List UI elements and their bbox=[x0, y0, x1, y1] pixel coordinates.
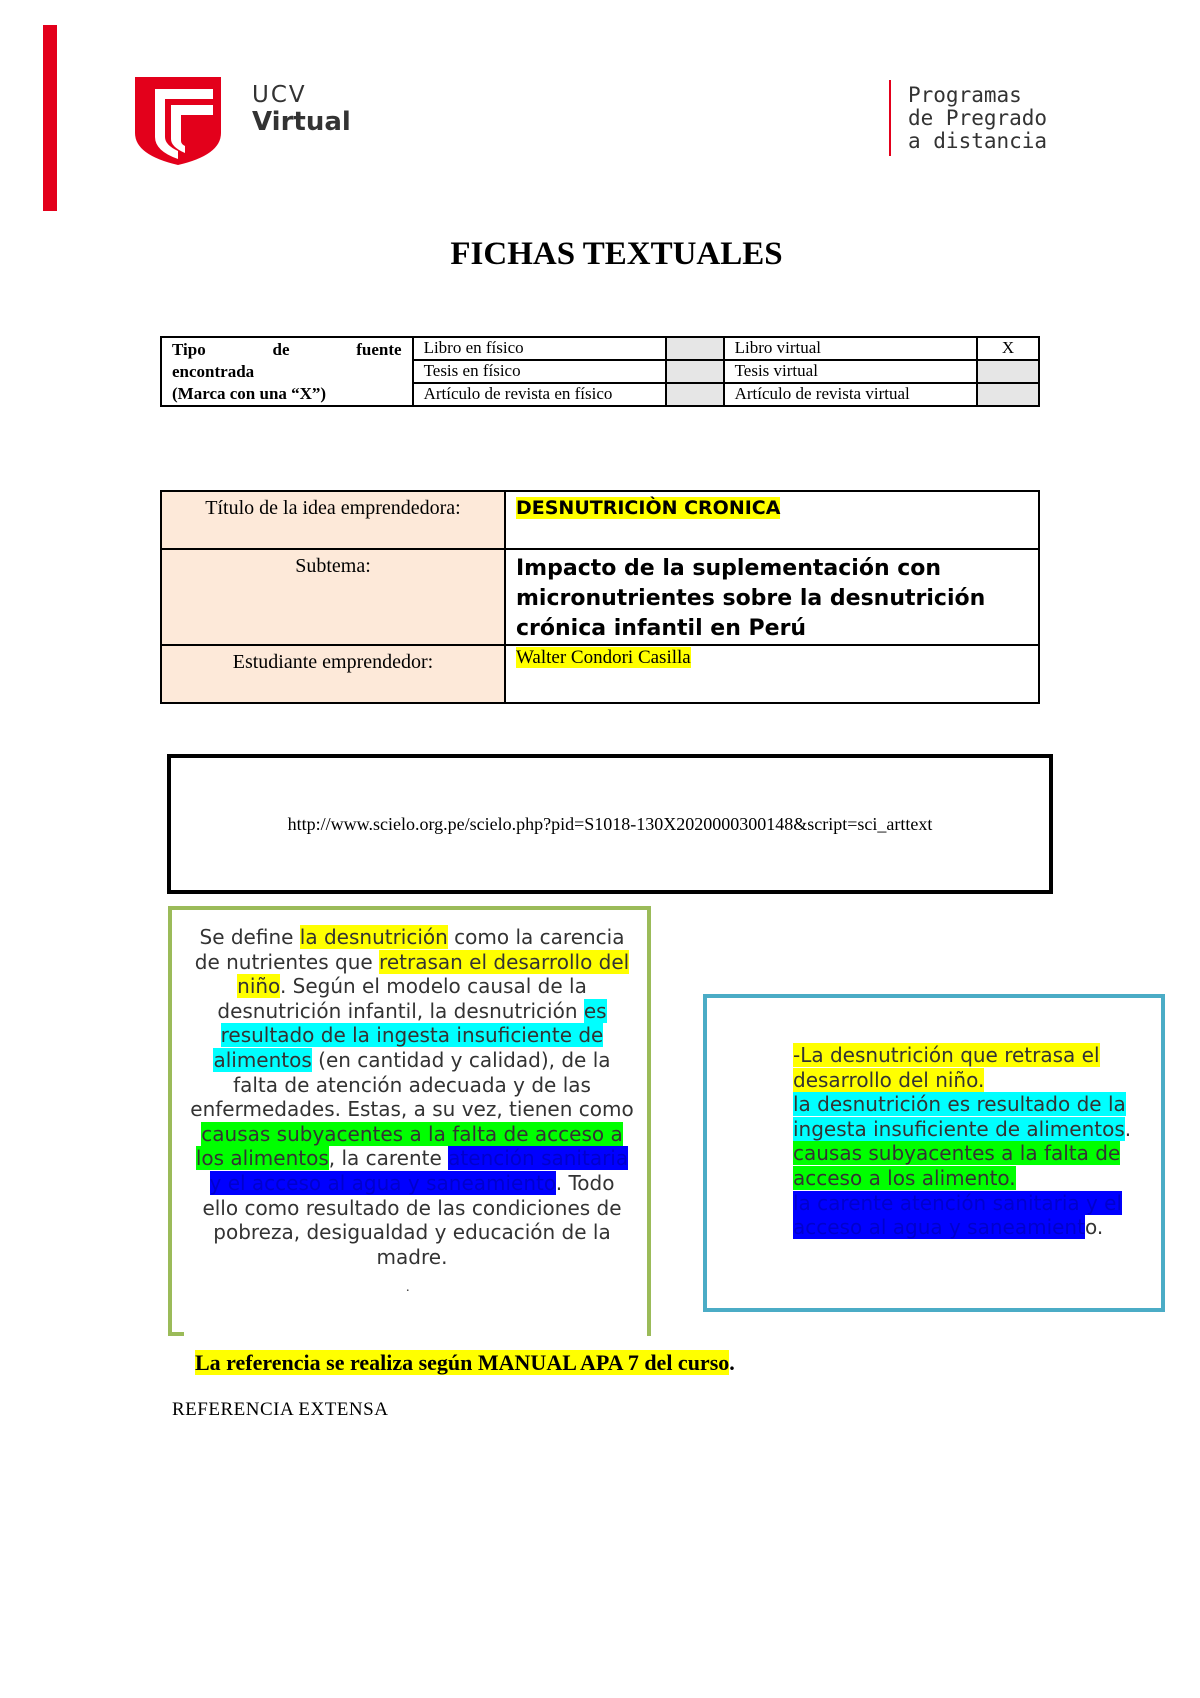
summary-highlight-3: causas subyacentes a la falta de acceso a los alimento. bbox=[793, 1141, 1121, 1190]
quote-highlight-4: causas subyacentes a la falta de acceso a los alimentos bbox=[195, 1121, 623, 1171]
logo-line-2: Virtual bbox=[252, 107, 351, 137]
idea-info-table bbox=[160, 490, 1040, 704]
quote-part-5: , la carente bbox=[328, 1146, 449, 1171]
option-tesis-fisico: Tesis en físico bbox=[413, 360, 666, 383]
quote-part-6: . Todo ello como resultado de las condiciones de pobreza, desigualdad y educación de la madre. bbox=[202, 1170, 622, 1269]
quote-part-1: Se define bbox=[199, 925, 300, 949]
quote-text bbox=[190, 925, 634, 1269]
apa-note-text: La referencia se realiza según MANUAL APA 7 del curso bbox=[195, 1350, 730, 1375]
quote-part-3: . Según el modelo causal de la desnutrición infantil, la desnutrición bbox=[217, 974, 587, 1023]
title-value: DESNUTRICIÒN CRONICA bbox=[516, 497, 781, 519]
source-type-table bbox=[160, 336, 1040, 407]
summary-line-2 bbox=[793, 1092, 1143, 1141]
quote-highlight-1: la desnutrición bbox=[299, 925, 448, 949]
summary-line-4 bbox=[793, 1191, 1143, 1240]
program-line-2: de Pregrado bbox=[908, 106, 1048, 130]
quote-part-2: como la carencia de nutrientes que bbox=[194, 925, 625, 974]
page-title: FICHAS TEXTUALES bbox=[450, 236, 783, 272]
quote-highlight-3: es resultado de la ingesta insuficiente de alimentos bbox=[213, 998, 607, 1072]
option-libro-fisico: Libro en físico bbox=[413, 337, 666, 360]
apa-note-end: . bbox=[729, 1350, 735, 1375]
option-articulo-fisico: Artículo de revista en físico bbox=[413, 383, 666, 406]
summary-line-1 bbox=[793, 1043, 1143, 1092]
option-articulo-virtual: Artículo de revista virtual bbox=[724, 383, 977, 406]
source-url-box bbox=[167, 754, 1053, 894]
mark-tesis-fisico[interactable] bbox=[666, 360, 724, 383]
summary-end-4: o. bbox=[1084, 1215, 1104, 1240]
mark-articulo-fisico[interactable] bbox=[666, 383, 724, 406]
subtheme-value: Impacto de la suplementación con micronutrientes sobre la desnutrición crónica infantil en Perú bbox=[505, 549, 1039, 645]
summary-line-3 bbox=[793, 1141, 1143, 1190]
summary-text bbox=[793, 1043, 1143, 1240]
reference-heading: REFERENCIA EXTENSA bbox=[172, 1399, 389, 1420]
summary-highlight-1: -La desnutrición que retrasa el desarrollo del niño. bbox=[793, 1043, 1100, 1092]
mark-libro-virtual[interactable]: X bbox=[977, 337, 1039, 360]
title-label: Título de la idea emprendedora: bbox=[161, 491, 505, 549]
program-label bbox=[908, 84, 1047, 153]
subtheme-label: Subtema: bbox=[161, 549, 505, 645]
mark-articulo-virtual[interactable] bbox=[977, 383, 1039, 406]
ucv-virtual-logo-text bbox=[252, 84, 351, 135]
label-word-1: Tipo bbox=[172, 340, 206, 359]
option-libro-virtual: Libro virtual bbox=[724, 337, 977, 360]
quote-frame-corner bbox=[168, 1332, 184, 1336]
label-word-3: fuente bbox=[356, 340, 402, 359]
label-line-3: (Marca con una “X”) bbox=[172, 384, 327, 403]
label-word-2: de bbox=[272, 340, 290, 359]
quote-highlight-2: retrasan el desarrollo del niño bbox=[237, 949, 630, 999]
student-value: Walter Condori Casilla bbox=[516, 647, 691, 668]
source-type-label bbox=[161, 337, 413, 406]
summary-end-2: . bbox=[1124, 1116, 1132, 1141]
red-accent-bar bbox=[43, 25, 57, 211]
header-divider bbox=[889, 80, 891, 156]
title-value-cell bbox=[505, 491, 1039, 549]
label-line-2: encontrada bbox=[172, 362, 255, 381]
mark-tesis-virtual[interactable] bbox=[977, 360, 1039, 383]
student-label: Estudiante emprendedor: bbox=[161, 645, 505, 703]
program-line-3: a distancia bbox=[908, 129, 1048, 153]
student-value-cell bbox=[505, 645, 1039, 703]
quote-highlight-5: atención sanitaria y el acceso al agua y saneamiento bbox=[209, 1146, 629, 1195]
summary-highlight-4: la carente atención sanitaria y el acceso al agua y saneamient bbox=[793, 1190, 1123, 1240]
quote-end-mark: . bbox=[406, 1280, 410, 1295]
summary-highlight-2: la desnutrición es resultado de la ingesta insuficiente de alimentos bbox=[793, 1092, 1126, 1141]
option-tesis-virtual: Tesis virtual bbox=[724, 360, 977, 383]
apa-note bbox=[195, 1350, 735, 1376]
ucv-shield-logo-icon bbox=[133, 75, 223, 165]
program-line-1: Programas bbox=[908, 83, 1022, 107]
quote-part-4: (en cantidad y calidad), de la falta de atención adecuada y de las enfermedades. Estas, a su vez, tienen como bbox=[190, 1047, 634, 1122]
logo-line-1: UCV bbox=[252, 82, 307, 108]
source-url[interactable]: http://www.scielo.org.pe/scielo.php?pid=S1018-130X2020000300148&script=sci_arttext bbox=[287, 813, 933, 834]
mark-libro-fisico[interactable] bbox=[666, 337, 724, 360]
